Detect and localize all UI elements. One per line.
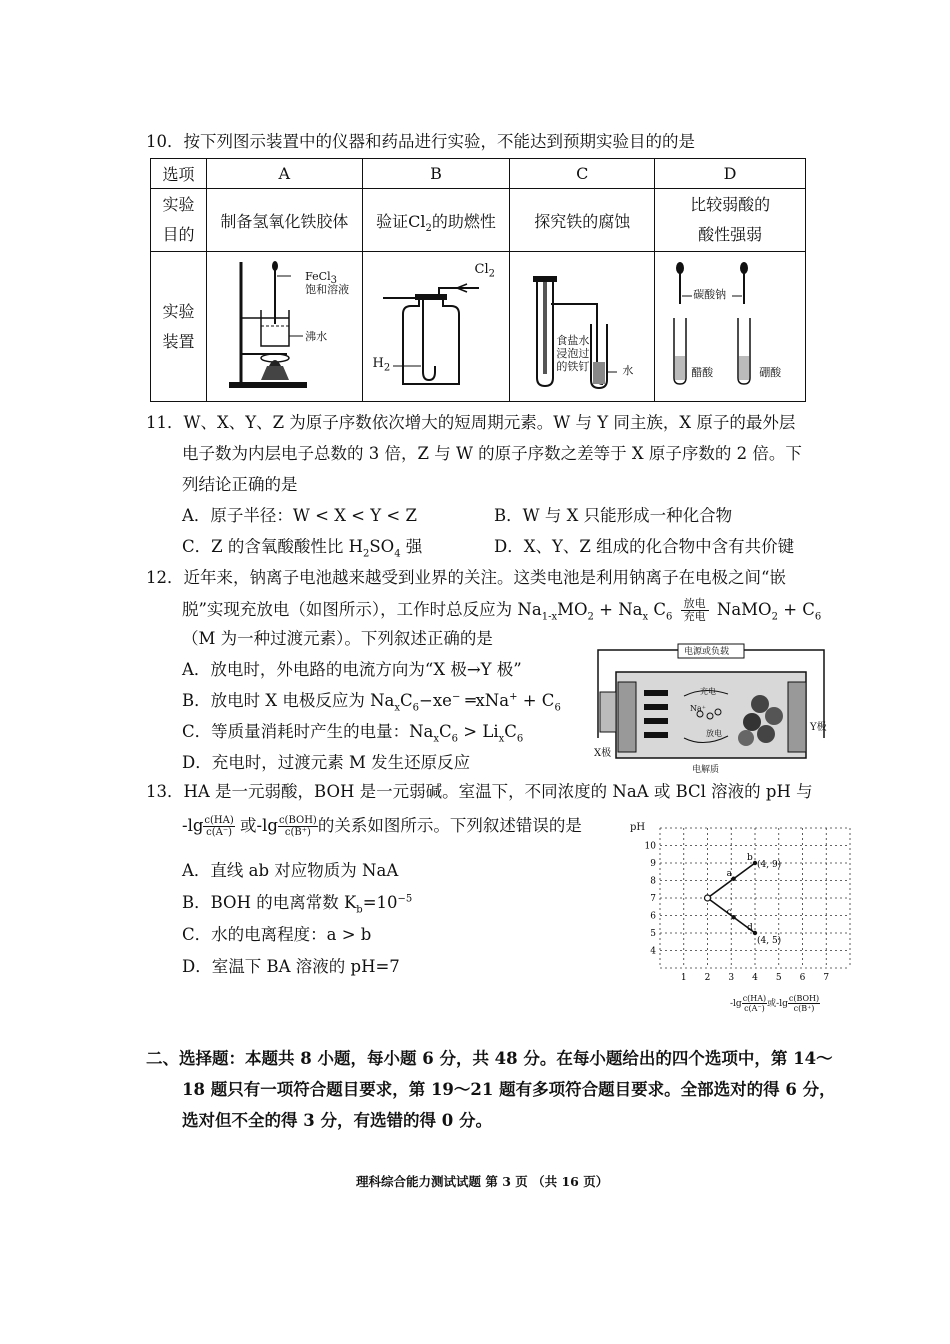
q12-b-mid4: + C [517, 691, 555, 710]
label-cl2-text: Cl [474, 262, 489, 277]
q12-l2-sub3: x [642, 611, 649, 623]
q11-option-c [182, 536, 422, 558]
q12-c-mid1: C [439, 722, 452, 741]
label-h2-text: H [372, 356, 384, 371]
label-h2-sub: 2 [383, 362, 391, 374]
row-apparatus-label [151, 252, 207, 402]
point-c [731, 915, 735, 919]
arrow-discharge: 放电 [681, 598, 709, 611]
q11-c-post: 强 [400, 537, 423, 556]
q11-option-b: B．W 与 X 只能形成一种化合物 [494, 506, 733, 525]
q12-line3: （M 为一种过渡元素）。下列叙述正确的是 [182, 629, 493, 648]
end-label-ab: (4, 9) [757, 860, 782, 870]
x-tick-label: 4 [752, 973, 758, 983]
q12-l2-sub1: 1-x [541, 611, 558, 623]
q12-l2-post2: + C [777, 600, 815, 619]
x-tick-label: 1 [680, 973, 687, 983]
q13-lg1: -lg [182, 816, 204, 835]
fraction-boh-den: c(B⁺) [284, 827, 311, 838]
point-label-b: b [747, 853, 753, 863]
q11-c-sub1: 2 [362, 548, 370, 560]
label-boiling-water: 沸水 [305, 330, 328, 343]
purpose-d-2: 酸性强弱 [698, 225, 763, 244]
q11-option-a: A．原子半径：W < X < Y < Z [182, 506, 417, 525]
q12-c-sub3: x [498, 733, 505, 745]
arrow-charge: 充电 [683, 610, 706, 623]
q11-line3: 列结论正确的是 [182, 475, 298, 494]
label-fecl3 [305, 270, 349, 296]
fraction-ha-num: c(HA) [204, 815, 234, 826]
header-option: 选项 [151, 159, 207, 189]
xlabel-frac1 [742, 994, 767, 1013]
x-tick-label: 3 [728, 973, 735, 983]
q12-l2-sub5: 2 [771, 611, 778, 623]
q13-b-sup: −5 [397, 893, 413, 905]
x-tick-label: 2 [704, 973, 711, 983]
q11-c-mid: SO [369, 537, 395, 556]
row-purpose-label-2: 目的 [162, 225, 195, 244]
q12-c-sub4: 6 [516, 733, 524, 745]
y-tick-label: 10 [644, 841, 656, 852]
label-water: 水 [622, 364, 634, 377]
q12-l2-post1: NaMO [716, 600, 772, 619]
point-label-d: d [747, 923, 753, 933]
label-cl2-sub: 2 [488, 268, 496, 280]
xlabel-f2d: c(B⁺) [793, 1004, 815, 1013]
q13-l2-post: 的关系如图所示。下列叙述错误的是 [317, 816, 582, 835]
q13-option-d: D．室温下 BA 溶液的 pH=7 [182, 957, 400, 976]
apparatus-c [510, 252, 655, 402]
row-purpose-label-1: 实验 [162, 195, 195, 214]
q12-c-sub2: 6 [451, 733, 459, 745]
q13-b-mid: =10 [362, 893, 398, 912]
q12-b-mid2: −xe [419, 691, 452, 710]
q11-line1: 11．W、X、Y、Z 为原子序数依次增大的短周期元素。W 与 Y 同主族，X 原子的最外层 [146, 413, 796, 432]
purpose-b-post: 的助燃性 [431, 211, 496, 231]
label-salt-water: 食盐水 [556, 334, 590, 347]
header-d: D [655, 159, 806, 189]
label-na-ion: Na⁺ [690, 704, 706, 713]
label-fecl3-sub: 3 [330, 275, 337, 287]
section2-line2: 18 题只有一项符合题目要求，第 19～21 题有多项符合题目要求。全部选对的得 6 分， [182, 1080, 836, 1099]
purpose-b [362, 189, 510, 252]
purpose-c: 探究铁的腐蚀 [510, 189, 655, 252]
test-tubes-apparatus-icon [656, 254, 804, 400]
label-acetic-acid: 醋酸 [691, 366, 714, 379]
y-tick-label: 9 [650, 859, 656, 869]
point-d [753, 931, 757, 935]
purpose-b-sub: 2 [425, 222, 432, 234]
label-electrolyte: 电解质 [692, 765, 720, 775]
ph-chart [630, 818, 856, 1030]
fraction-boh [278, 815, 318, 838]
label-cl2 [474, 262, 496, 280]
q13-line2 [182, 815, 582, 838]
q12-line2 [182, 598, 821, 623]
apparatus-d [655, 252, 806, 402]
y-tick-label: 4 [650, 946, 656, 957]
q12-c-mid3: C [504, 722, 517, 741]
label-discharge: 放电 [706, 729, 722, 738]
fraction-ha [203, 815, 234, 838]
chart-ylabel: pH [630, 822, 646, 833]
q12-b-sub3: 6 [554, 702, 561, 714]
q13-b-pre: B．BOH 的电离常数 K [182, 893, 357, 912]
q12-l2-mid3: C [648, 600, 667, 619]
label-iron-nail [556, 334, 589, 373]
y-tick-label: 6 [650, 911, 656, 922]
label-saturated: 饱和溶液 [305, 283, 350, 296]
q11-line2: 电子数为内层电子总数的 3 倍，Z 与 W 的原子序数之差等于 X 原子序数的 2 倍。下 [182, 444, 802, 463]
q12-b-sup1: − [451, 691, 461, 703]
q12-l2-pre: 脱”实现充放电（如图所示），工作时总反应为 Na [182, 600, 542, 619]
q12-l2-mid1: MO [557, 600, 588, 619]
q12-l2-sub4: 6 [666, 611, 673, 623]
label-load: 电源或负载 [684, 647, 730, 657]
q12-b-sub1: x [394, 702, 401, 714]
q12-option-b [182, 690, 561, 712]
end-label-cd: (4, 5) [757, 936, 782, 946]
label-soaked: 浸泡过 [556, 347, 590, 360]
q11-option-d: D．X、Y、Z 组成的化合物中含有共价键 [494, 537, 795, 556]
ph-chart-svg [630, 818, 856, 988]
q12-l2-mid2: + Na [593, 600, 643, 619]
q12-c-sub1: x [433, 733, 440, 745]
row-purpose-label [151, 189, 207, 252]
x-tick-label: 6 [799, 973, 806, 983]
header-b: B [362, 159, 510, 189]
fraction-boh-num: c(BOH) [278, 815, 317, 826]
q12-c-mid2: > Li [458, 722, 499, 741]
q13-option-c: C．水的电离程度：a > b [182, 925, 372, 944]
header-c: C [510, 159, 655, 189]
purpose-d [655, 189, 806, 252]
q13-option-a: A．直线 ab 对应物质为 NaA [182, 861, 399, 880]
section2-line3: 选对但不全的得 3 分，有选错的得 0 分。 [182, 1111, 492, 1130]
q12-b-mid1: C [400, 691, 413, 710]
row-apparatus-label-1: 实验 [162, 301, 195, 321]
purpose-b-pre: 验证Cl [376, 211, 426, 231]
x-tick-label: 5 [775, 973, 782, 983]
q13-b-sub: b [356, 904, 363, 916]
q12-b-sup2: + [509, 691, 518, 703]
y-tick-label: 5 [650, 929, 656, 939]
start-point [705, 895, 711, 901]
apparatus-b [362, 252, 510, 402]
q12-b-mid3: ═xNa [460, 691, 510, 710]
q12-option-a: A．放电时，外电路的电流方向为“X 极→Y 极” [182, 660, 522, 679]
label-h2 [372, 356, 391, 374]
label-nail: 的铁钉 [556, 360, 590, 373]
q10-table [150, 158, 806, 402]
xlabel-f1n: c(HA) [742, 994, 767, 1003]
x-tick-label: 7 [823, 973, 830, 983]
xlabel-or: 或-lg [767, 999, 788, 1009]
battery-figure [588, 638, 832, 778]
label-fecl3-text: FeCl [305, 270, 331, 283]
point-label-a: a [726, 868, 732, 879]
q13-option-b [182, 892, 412, 914]
q12-l2-sub6: 6 [814, 611, 822, 623]
label-y-electrode: Y极 [810, 722, 827, 733]
q12-line1: 12．近年来，钠离子电池越来越受到业界的关注。这类电池是利用钠离子在电极之间“嵌 [146, 568, 786, 587]
label-sodium-carbonate: 碳酸钠 [693, 288, 727, 301]
q13-line1: 13．HA 是一元弱酸，BOH 是一元弱碱。室温下，不同浓度的 NaA 或 BCl 溶液的 pH 与 [146, 782, 813, 801]
q12-l2-sub2: 2 [587, 611, 594, 623]
q12-b-sub2: 6 [412, 702, 420, 714]
xlabel-pre: -lg [730, 999, 742, 1009]
page-footer: 理科综合能力测试试题 第 3 页 （共 16 页） [356, 1174, 609, 1189]
q11-c-pre: C．Z 的含氧酸酸性比 H [182, 537, 363, 556]
point-label-c: c [726, 907, 732, 918]
header-a: A [207, 159, 362, 189]
purpose-d-1: 比较弱酸的 [690, 195, 771, 214]
xlabel-f2n: c(BOH) [788, 994, 820, 1003]
label-x-electrode: X极 [594, 748, 612, 759]
q10-stem: 10．按下列图示装置中的仪器和药品进行实验，不能达到预期实验目的的是 [146, 132, 695, 151]
purpose-a: 制备氢氧化铁胶体 [207, 189, 362, 252]
chart-xlabel [730, 994, 820, 1013]
point-a [731, 877, 735, 881]
q11-c-sub2: 4 [394, 548, 401, 560]
q12-option-c [182, 721, 523, 743]
q12-option-d: D．充电时，过渡元素 M 发生还原反应 [182, 753, 471, 772]
label-charge: 充电 [700, 687, 716, 696]
apparatus-a [207, 252, 362, 402]
reaction-arrow [681, 598, 709, 623]
xlabel-f1d: c(A⁻) [744, 1004, 765, 1013]
row-apparatus-label-2: 装置 [162, 331, 195, 351]
q12-c-pre: C．等质量消耗时产生的电量：Na [182, 722, 434, 741]
q13-or: 或-lg [234, 816, 278, 835]
sodium-battery-diagram-icon [588, 638, 832, 778]
section2-line1: 二、选择题：本题共 8 小题，每小题 6 分，共 48 分。在每小题给出的四个选项中，第 14～ [146, 1049, 833, 1068]
fraction-ha-den: c(A⁻) [206, 827, 233, 838]
q12-b-pre: B．放电时 X 电极反应为 Na [182, 691, 395, 710]
label-boric-acid: 硼酸 [759, 366, 782, 379]
xlabel-frac2 [788, 994, 820, 1013]
y-tick-label: 8 [650, 876, 656, 887]
y-tick-label: 7 [650, 894, 656, 904]
